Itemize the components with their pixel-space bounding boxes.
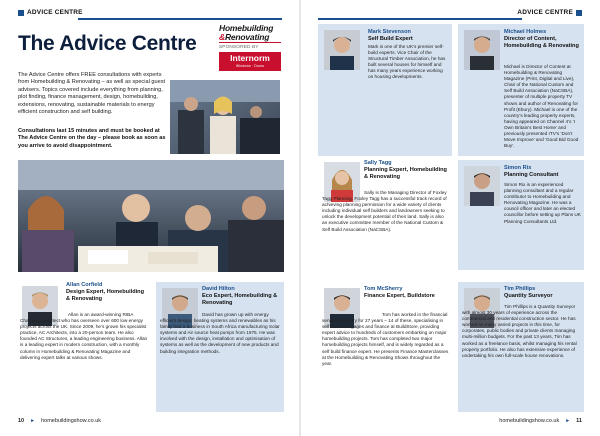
expert-name: David Hilton bbox=[202, 286, 235, 292]
expert-name: Allan Corfield bbox=[66, 282, 103, 288]
expert-heading bbox=[364, 286, 450, 300]
expert-bio: Simon Rix is an experienced planning consultant and a regular contributor to Homebuilding and Renovating Magazine. He was a council officer and later an elected councillor before setting up Plans UK Planning Consultants Ltd. bbox=[504, 182, 581, 224]
expert-name: Michael Holmes bbox=[504, 29, 547, 35]
homebuilding-logo bbox=[219, 24, 281, 43]
expert-role: Quantity Surveyor bbox=[504, 293, 553, 299]
sponsor-tagline: Windows · Doors bbox=[235, 63, 265, 68]
expert-role: Self Build Expert bbox=[368, 36, 413, 42]
square-icon bbox=[18, 10, 24, 16]
expert-name: Sally Tagg bbox=[364, 160, 392, 166]
section-label-text: ADVICE CENTRE bbox=[27, 9, 83, 16]
logo-rule bbox=[219, 42, 281, 43]
page-number-right: 11 bbox=[576, 418, 582, 424]
section-label-right bbox=[517, 9, 582, 16]
header-rule-left bbox=[78, 18, 282, 20]
expert-card-simon bbox=[458, 160, 584, 270]
expert-role: Planning Expert, Homebuilding & Renovating bbox=[364, 167, 447, 180]
square-icon bbox=[576, 10, 582, 16]
expert-card-michael bbox=[458, 24, 584, 156]
booking-notice: Consultations last 15 minutes and must be booked at The Advice Centre on the day – please book as soon as you arrive to avoid disappointment. bbox=[18, 128, 166, 149]
sponsored-by-label: SPONSORED BY bbox=[219, 45, 259, 50]
expert-heading bbox=[202, 286, 282, 307]
event-photo-large bbox=[18, 160, 284, 272]
expert-bio: Mark is one of the UK’s premier self-build experts. Vice Chair of the Structural Timber Association, he has built several houses for himself and has many years experience working on housing developments. bbox=[368, 44, 446, 80]
expert-bio: Tom has worked in the financial services industry for 27 years – 14 of these, specialising in self build mortgages and finance at BuildStore, providing expert advice to hundreds of customers embarking on major homebuilding projects. Tom has completed two major homebuilding projects himself, and is widely regarded as a self build finance expert. He presents Finance Masterclasses at the Homebuilding & Renovating Shows throughout the year. bbox=[322, 312, 449, 366]
header-rule-right bbox=[318, 18, 522, 20]
expert-photo bbox=[464, 166, 500, 206]
expert-heading bbox=[364, 160, 450, 181]
site-link-right[interactable]: homebuildingshow.co.uk bbox=[499, 418, 560, 424]
expert-bio: Allan is an award-winning RIBA Chartered Architect who has overseen over 600 low energy projects across the UK. Since 2009, he’s grown his specialist practice, AC Architects, into a 20-person team. He also founded AC Structures, a leading engineering business. Allan is a leading expert in modern construction, with a monthly column in Homebuilding & Renovating Magazine and delivering expert talks at various shows. bbox=[20, 312, 148, 360]
logo-line-1: Homebuilding bbox=[219, 23, 274, 33]
expert-role: Planning Consultant bbox=[504, 172, 559, 178]
expert-role: Finance Expert, Buildstore bbox=[364, 293, 435, 299]
footer-left bbox=[18, 418, 101, 424]
expert-card-tom bbox=[318, 282, 452, 412]
logo-line-2 bbox=[219, 33, 281, 42]
logo-line-2-text: Renovating bbox=[224, 31, 270, 42]
page-number-left: 10 bbox=[18, 418, 25, 424]
expert-name: Tim Phillips bbox=[504, 286, 536, 292]
expert-heading bbox=[66, 282, 148, 303]
expert-name: Tom McSherry bbox=[364, 286, 403, 292]
sponsor-name: Internorm bbox=[230, 52, 270, 63]
expert-card-mark bbox=[318, 24, 452, 156]
expert-card-tim bbox=[458, 282, 584, 412]
section-label-text: ADVICE CENTRE bbox=[517, 9, 573, 16]
separator-icon: ► bbox=[565, 418, 571, 424]
expert-role: Design Expert, Homebuilding & Renovating bbox=[66, 289, 145, 302]
expert-heading bbox=[504, 286, 582, 300]
expert-card-allan bbox=[18, 282, 150, 412]
section-label-left bbox=[18, 9, 83, 16]
expert-name: Mark Stevenson bbox=[368, 29, 411, 35]
expert-heading bbox=[504, 165, 582, 179]
expert-bio: Michael is Director of Content at Homebuilding & Renovating Magazine (Print, Digital and Live), Chair of the National Custom and Self Build Association (NaCSBA), presenter of multiple property TV shows and author of Renovating for Profit (Ebury). Michael is one of the country’s leading property experts, having appeared on Channel 4’s ‘I Own Britain’s Best Home’ and previously presented ITV’s ‘Don’t Move Improve’ and ‘Good Bid Good Buy’. bbox=[504, 64, 579, 149]
expert-photo bbox=[324, 30, 360, 70]
site-link-left[interactable]: homebuildingshow.co.uk bbox=[41, 418, 102, 424]
expert-role: Director of Content, Homebuilding & Renovating bbox=[504, 36, 579, 49]
expert-card-david bbox=[156, 282, 284, 412]
expert-heading bbox=[368, 29, 448, 43]
expert-bio: David has grown up with energy efficient design, heating systems and renewables as his family had a business in South Africa manufacturing Solar systems and Air source heat pumps from 1975. He was involved with the design, installation and optimisation of systems as well as the development of new products and building integration methods. bbox=[160, 312, 280, 354]
intro-text: The Advice Centre offers FREE consultations with experts from Homebuilding & Renovating – as well as special guest advisers. Topics covered include everything from planning, plot finding, finance management, design, homebuilding, extensions, renovating, sustainable materials to energy efficient construction and self building. bbox=[18, 72, 166, 116]
separator-icon: ► bbox=[30, 418, 36, 424]
page-gutter bbox=[299, 0, 301, 436]
expert-card-sally bbox=[318, 160, 452, 270]
sponsor-logo bbox=[219, 52, 281, 71]
expert-name: Simon Rix bbox=[504, 165, 532, 171]
expert-role: Eco Expert, Homebuilding & Renovating bbox=[202, 293, 278, 306]
footer-right bbox=[499, 418, 582, 424]
logo-ampersand: & bbox=[219, 31, 225, 42]
expert-bio: Sally is the Managing Director of Foxley Tagg Planning. Foxley Tagg has a successful track record of achieving planning permission for a wide variety of clients including individual self builders and landowners seeking to unlock the development potential of their land. Sally is also an executive committee member of the National Custom & Self Build Association (NaCSBA). bbox=[322, 190, 447, 232]
expert-photo bbox=[464, 30, 500, 70]
expert-heading bbox=[504, 29, 582, 50]
page-title: The Advice Centre bbox=[18, 32, 197, 55]
event-photo-small bbox=[170, 80, 280, 154]
expert-bio: Tim Phillips is a Quantity Surveyor with almost 30 years of experience across the commercial and residential construction sector. He has worked on many varied projects in this time, for corporates, public bodies and private clients managing multi-million budgets. For the past 13 years, Tim has worked as a freelance basis, whilst managing his rental property portfolio. He also has extensive experience of undertaking his own full-scale house renovations. bbox=[462, 304, 577, 358]
